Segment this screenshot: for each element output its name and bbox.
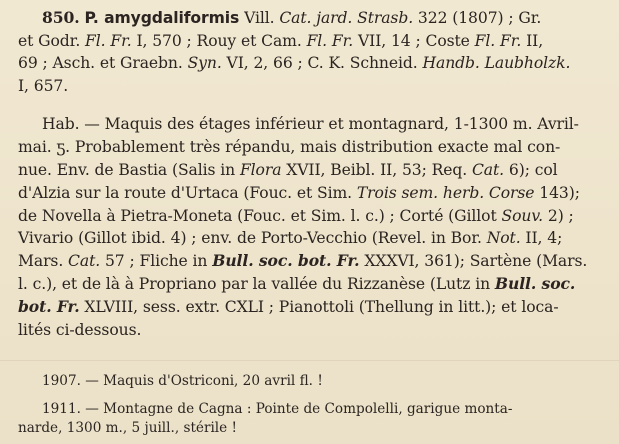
citation-title: Fl. Fr. [474, 32, 522, 50]
habitat-line [18, 251, 587, 271]
habitat-line [18, 228, 562, 248]
habitat-line [18, 206, 574, 226]
habitat-text: d'Alzia sur la route d'Urtaca (Fouc. et Sim. [18, 184, 357, 202]
habitat-line [18, 183, 580, 203]
record-line: narde, 1300 m., 5 juill., stérile ! [18, 420, 237, 436]
citation-title: bot. Fr. [18, 297, 80, 316]
habitat-text: nue. Env. de Bastia (Salis in [18, 161, 240, 179]
citation-text: VI, 2, 66 ; C. K. Schneid. [221, 54, 423, 72]
habitat-text: 143); [534, 184, 580, 202]
species-name: P. amygdaliformis [84, 9, 240, 27]
citation-text: 69 ; Asch. et Graebn. [18, 54, 188, 72]
citation-title: Bull. soc. bot. Fr. [212, 251, 360, 270]
citation-title: Bull. soc. [494, 274, 576, 293]
habitat-text: l. c.), et de là à Propriano par la vallée du Rizzanèse (Lutz in [18, 275, 495, 293]
citation-text: 322 (1807) ; Gr. [413, 9, 542, 27]
author-text: Vill. [239, 9, 280, 27]
habitat-line: mai. ƽ. Probablement très répandu, mais distribution exacte mal con- [18, 138, 561, 156]
citation-text: VII, 14 ; Coste [353, 32, 475, 50]
habitat-text: XXXVI, 361); Sartène (Mars. [359, 252, 588, 270]
habitat-line [18, 160, 558, 180]
habitat-text: 57 ; Fliche in [100, 252, 213, 270]
citation-title: Trois sem. herb. Corse [356, 184, 535, 202]
section-divider [0, 360, 619, 361]
habitat-line: Hab. — Maquis des étages inférieur et montagnard, 1-1300 m. Avril- [42, 115, 579, 133]
habitat-text: Vivario (Gillot ibid. 4) ; env. de Porto-Vecchio (Revel. in Bor. [18, 229, 487, 247]
citation-text: I, 570 ; Rouy et Cam. [131, 32, 307, 50]
citation-title: Fl. Fr. [306, 32, 354, 50]
citation-text: II, [521, 32, 544, 50]
citation-line [18, 31, 543, 51]
citation-line [18, 53, 570, 73]
record-line: 1911. — Montagne de Cagna : Pointe de Compolelli, garigue monta- [42, 401, 513, 417]
habitat-text: II, 4; [520, 229, 563, 247]
citation-title: Not. [486, 229, 521, 247]
habitat-text: de Novella à Pietra-Moneta (Fouc. et Sim. l. c.) ; Corté (Gillot [18, 207, 502, 225]
habitat-line: lités ci-dessous. [18, 321, 142, 339]
citation-title: Souv. [501, 207, 544, 225]
citation-title: Fl. Fr. [85, 32, 132, 50]
record-line: 1907. — Maquis d'Ostriconi, 20 avril fl. ! [42, 373, 323, 389]
habitat-text: XLVIII, sess. extr. CXLI ; Pianottoli (Thellung in litt.); et loca- [79, 298, 559, 316]
habitat-line [18, 297, 559, 317]
habitat-line [18, 274, 575, 294]
citation-title: Syn. [187, 54, 222, 72]
citation-title: Cat. [471, 161, 505, 179]
citation-title: Cat. jard. Strasb. [279, 9, 414, 27]
habitat-text: Mars. [18, 252, 69, 270]
habitat-text: XVII, Beibl. II, 53; Req. [281, 161, 472, 179]
citation-title: Flora [239, 161, 282, 179]
citation-title: Handb. Laubholzk. [422, 54, 571, 72]
citation-line: I, 657. [18, 77, 69, 95]
habitat-text: 6); col [504, 161, 558, 179]
entry-header-line [42, 8, 541, 28]
citation-title: Cat. [68, 252, 101, 270]
citation-text: et Godr. [18, 32, 86, 50]
entry-number: 850. [42, 8, 80, 27]
habitat-text: 2) ; [543, 207, 574, 225]
